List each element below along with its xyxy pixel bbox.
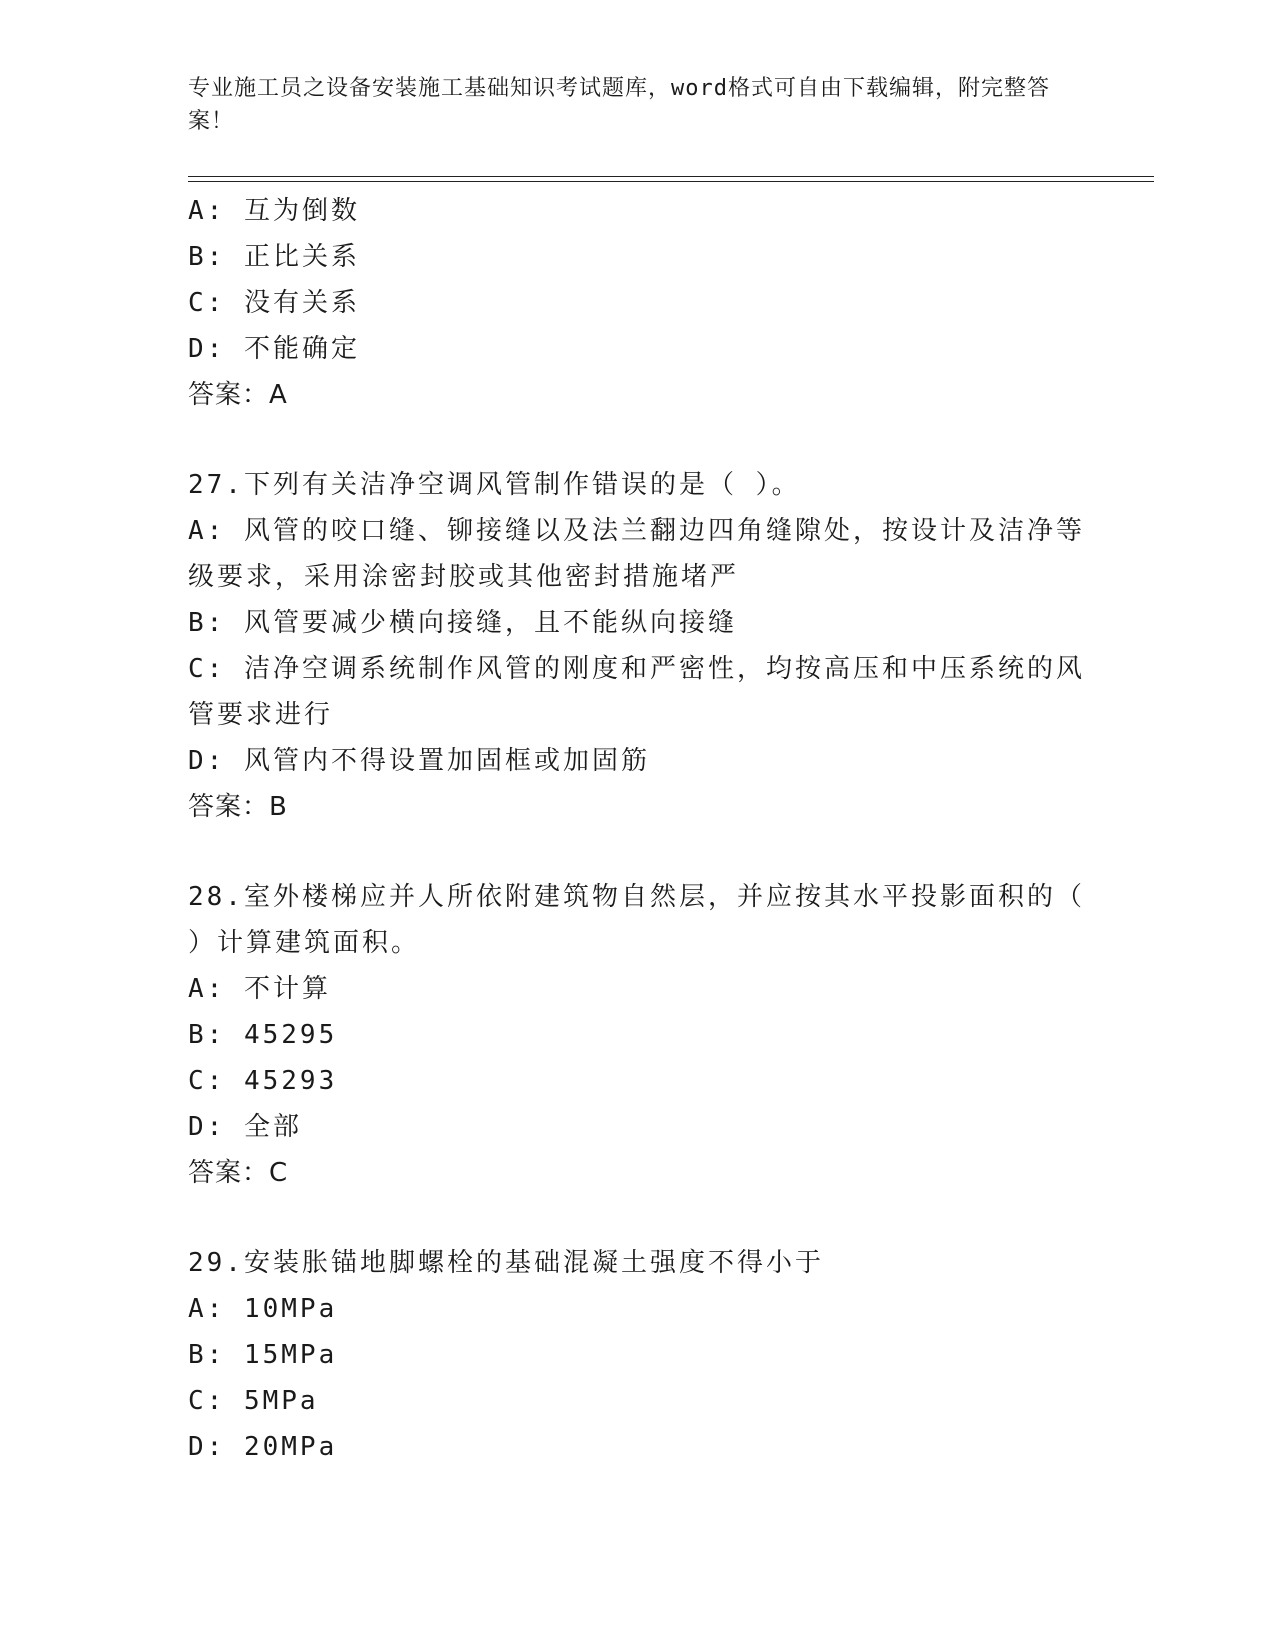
- option-c: C: 5MPa: [188, 1386, 319, 1416]
- question-27-block: [188, 462, 1088, 830]
- header-divider-top: [188, 176, 1154, 177]
- option-a: A: 互为倒数: [188, 196, 360, 226]
- option-d: D: 全部: [188, 1112, 302, 1142]
- option-b: B: 正比关系: [188, 242, 360, 272]
- option-a: A: 不计算: [188, 974, 331, 1004]
- option-d: D: 20MPa: [188, 1432, 338, 1462]
- option-c: C: 没有关系: [188, 288, 360, 318]
- header-text: 专业施工员之设备安装施工基础知识考试题库，word格式可自由下载编辑，附完整答案！: [188, 76, 1050, 134]
- answer-label: 答案：C: [188, 1158, 289, 1188]
- option-a: A: 10MPa: [188, 1294, 338, 1324]
- option-d: D: 不能确定: [188, 334, 360, 364]
- option-d: D: 风管内不得设置加固框或加固筋: [188, 746, 650, 776]
- option-b: B: 45295: [188, 1020, 338, 1050]
- question-text: 27.下列有关洁净空调风管制作错误的是（ ）。: [188, 470, 801, 500]
- question-29-block: [188, 1240, 1088, 1470]
- previous-question-block: [188, 188, 1088, 418]
- question-text: 29.安装胀锚地脚螺栓的基础混凝土强度不得小于: [188, 1248, 824, 1278]
- question-28-block: [188, 874, 1088, 1196]
- header-divider-bottom: [188, 181, 1154, 182]
- option-c: C: 45293: [188, 1066, 338, 1096]
- document-header: [188, 72, 1068, 138]
- answer-label: 答案：A: [188, 380, 288, 410]
- option-b: B: 15MPa: [188, 1340, 338, 1370]
- answer-label: 答案：B: [188, 792, 288, 822]
- question-text: 28.室外楼梯应并人所依附建筑物自然层，并应按其水平投影面积的（ ）计算建筑面积。: [188, 882, 1085, 958]
- option-c: C: 洁净空调系统制作风管的刚度和严密性，均按高压和中压系统的风管要求进行: [188, 654, 1085, 730]
- option-a: A: 风管的咬口缝、铆接缝以及法兰翻边四角缝隙处，按设计及洁净等级要求，采用涂密封胶或其他密封措施堵严: [188, 516, 1085, 592]
- question-content: [188, 188, 1088, 1470]
- option-b: B: 风管要减少横向接缝，且不能纵向接缝: [188, 608, 737, 638]
